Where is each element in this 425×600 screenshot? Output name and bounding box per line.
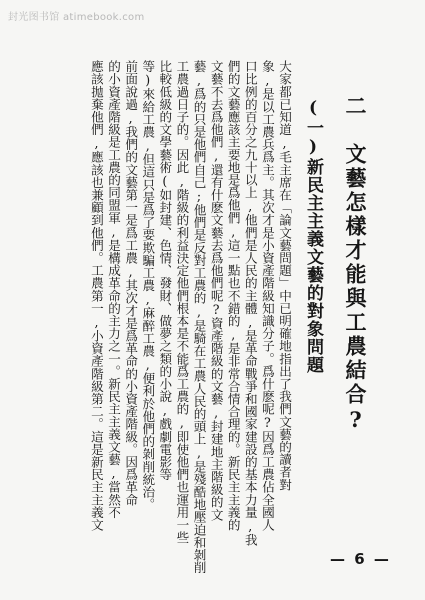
body-line: 藝,爲的只是他們自己;他們是反對工農的,是騎在工農人民的頭上,是殘酷地壓迫和剝削 xyxy=(191,60,207,574)
body-line: 的小資產階級是工農的同盟軍,是構成革命的主力之一。新民主主義文藝,當然不 xyxy=(106,60,122,519)
body-line: 比較低級的文學藝術(如封建、色情、發財、做夢之類的小說,戲劇電影等 xyxy=(157,60,173,481)
body-line: 們的文藝應該主要地是爲他們,這一點也不錯的,是非常合情合理的。新民主主義的 xyxy=(225,60,241,531)
body-line: 前面說過,我們的文藝第一是爲工農,其次才是爲革命的小資產階級。因爲革命 xyxy=(123,60,139,506)
body-line: 等)來給工農,但這只是爲了要欺騙工農,麻醉工農,便利於他們的剝削統治。 xyxy=(140,60,156,511)
section-title: (一)新民主主義文藝的對象問題 xyxy=(303,98,323,374)
body-line: 大家都已知道,毛主席在「論文藝問題」中已明確地指出了我們文藝的讀者對 xyxy=(277,60,292,491)
body-line: 應該拋棄他們,應該也兼顧到他們。工農第一,小資產階級第二。這是新民主主義文 xyxy=(88,60,104,531)
body-line: 工農過日子的。因此,階級的利益決定他們根本是不能爲工農的,即使他們也運用一些 xyxy=(174,60,190,544)
chapter-title: 二 文藝怎樣才能與工農結合? xyxy=(343,95,368,435)
page-number: — 6 — xyxy=(330,550,391,568)
body-line: 象,是以工農兵爲主。其次才是小資產階級知識分子。爲什麽呢?因爲工農佔全國人 xyxy=(259,60,275,531)
body-text xyxy=(88,60,293,580)
body-line: 口比例的百分之九十以上,他們是人民的主體,是革命戰爭和國家建設的基本力量,我 xyxy=(242,60,258,546)
body-line: 文藝不去爲他們,還有什麽文藝去爲他們呢?資產階級的文藝,封建地主階級的文 xyxy=(208,60,224,521)
watermark: 封光图书馆 atimebook.com xyxy=(8,12,145,23)
